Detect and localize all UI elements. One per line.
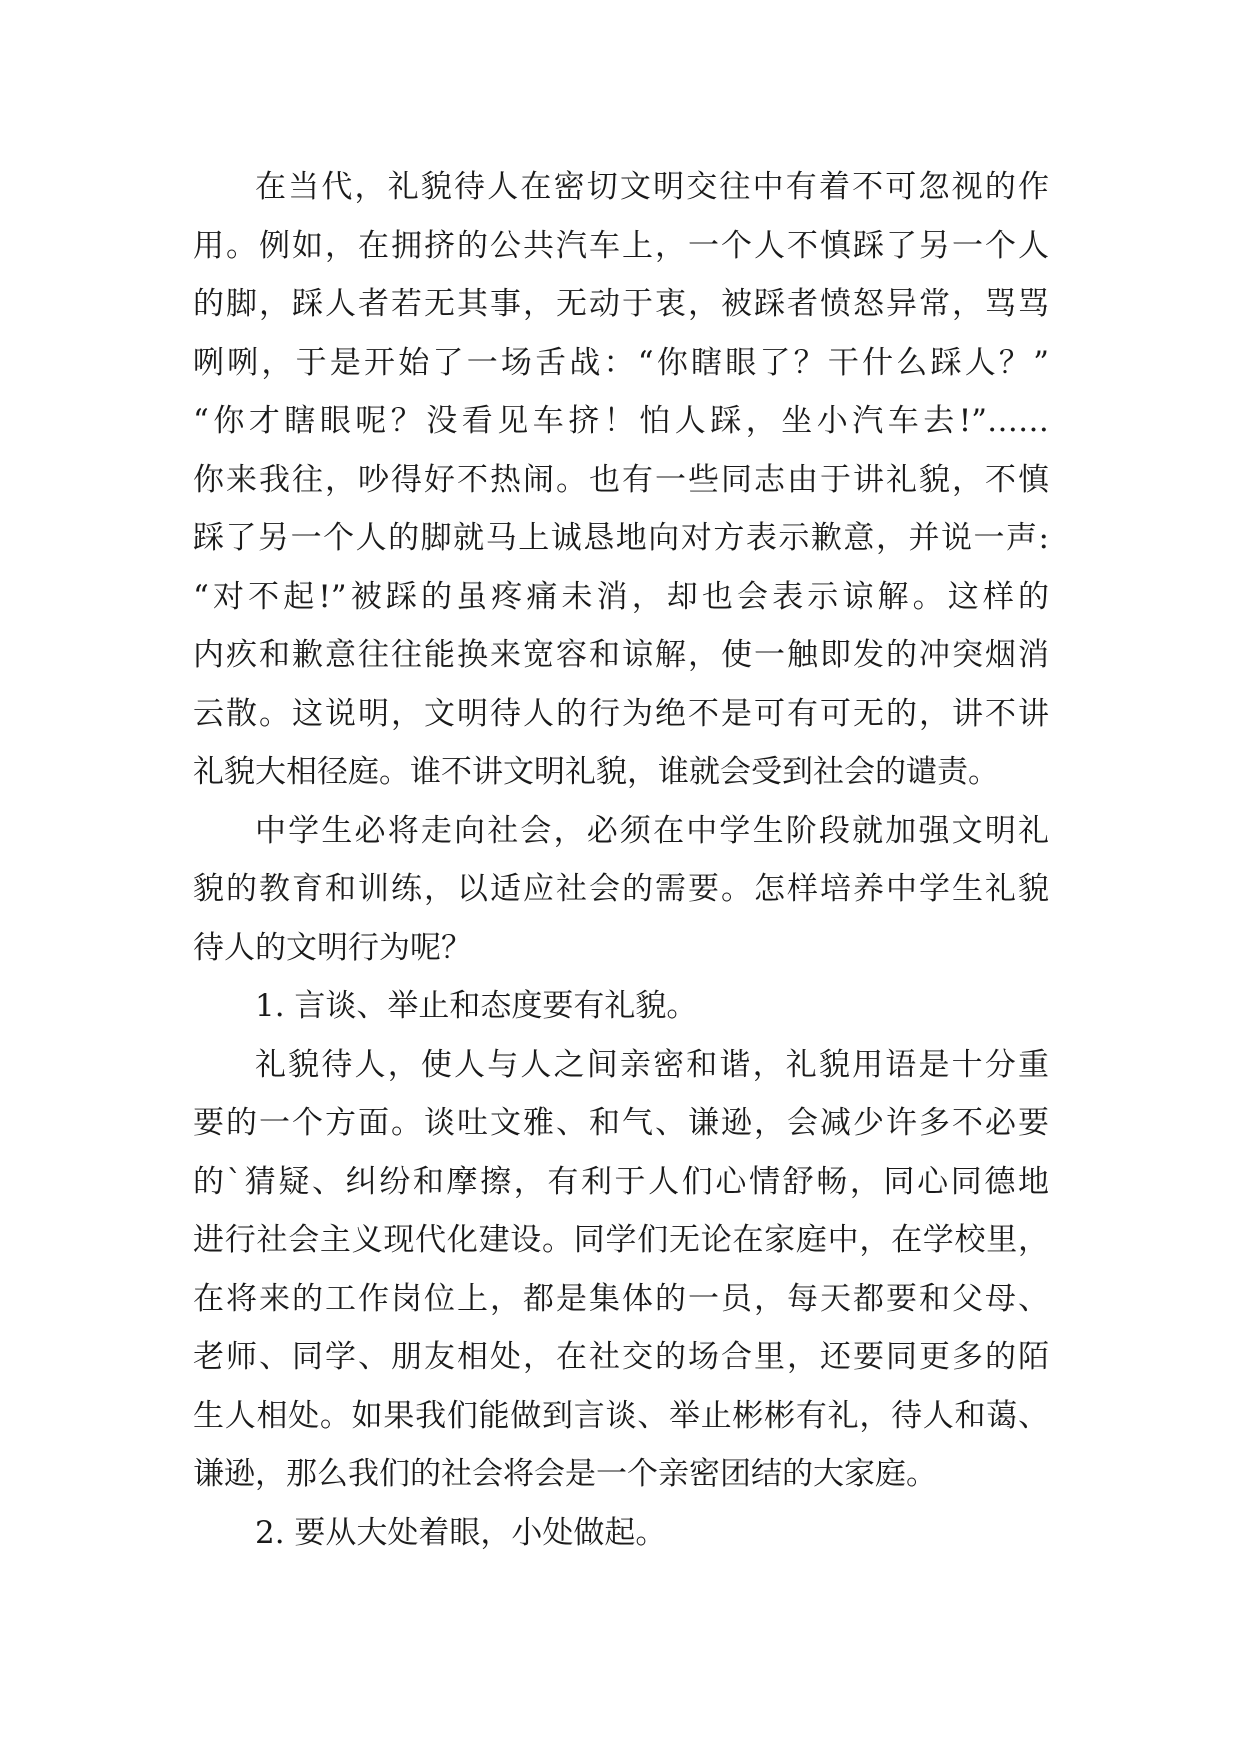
paragraph-line: 生人相处。如果我们能做到言谈、举止彬彬有礼，待人和蔼、	[193, 1397, 1049, 1434]
section-heading: 1. 言谈、举止和态度要有礼貌。	[255, 988, 698, 1024]
paragraph-line: 的脚，踩人者若无其事，无动于衷，被踩者愤怒异常，骂骂	[193, 286, 1049, 322]
paragraph-line: 咧咧，于是开始了一场舌战：“你瞎眼了？干什么踩人？”	[193, 344, 1049, 381]
paragraph-line: 你来我往，吵得好不热闹。也有一些同志由于讲礼貌，不慎	[193, 461, 1049, 498]
paragraph-line: 在将来的工作岗位上，都是集体的一员，每天都要和父母、	[193, 1280, 1049, 1317]
paragraph-line: 要的一个方面。谈吐文雅、和气、谦逊，会减少许多不必要	[193, 1105, 1049, 1141]
paragraph-line: 的`猜疑、纠纷和摩擦，有利于人们心情舒畅，同心同德地	[193, 1163, 1049, 1200]
paragraph-line: 内疚和歉意往往能换来宽容和谅解，使一触即发的冲突烟消	[193, 637, 1049, 673]
paragraph-line: 待人的文明行为呢？	[193, 929, 472, 966]
paragraph-line: 踩了另一个人的脚就马上诚恳地向对方表示歉意，并说一声:	[193, 520, 1049, 556]
paragraph-line: 礼貌待人，使人与人之间亲密和谐，礼貌用语是十分重	[255, 1046, 1049, 1083]
paragraph-line: 貌的教育和训练，以适应社会的需要。怎样培养中学生礼貌	[193, 871, 1049, 907]
paragraph-line: 谦逊，那么我们的社会将会是一个亲密团结的大家庭。	[193, 1456, 937, 1492]
paragraph-line: 用。例如，在拥挤的公共汽车上，一个人不慎踩了另一个人	[193, 227, 1049, 264]
section-heading: 2. 要从大处着眼，小处做起。	[255, 1514, 667, 1551]
paragraph-line: 云散。这说明，文明待人的行为绝不是可有可无的，讲不讲	[193, 695, 1049, 732]
paragraph-line: “对不起!”被踩的虽疼痛未消，却也会表示谅解。这样的	[193, 578, 1049, 615]
paragraph-line: 进行社会主义现代化建设。同学们无论在家庭中，在学校里，	[193, 1222, 1049, 1258]
paragraph-line: 在当代，礼貌待人在密切文明交往中有着不可忽视的作	[255, 169, 1049, 205]
document-body	[193, 158, 1049, 1562]
paragraph-line: “你才瞎眼呢？没看见车挤！怕人踩，坐小汽车去!”……	[193, 403, 1049, 439]
paragraph-line: 礼貌大相径庭。谁不讲文明礼貌，谁就会受到社会的谴责。	[193, 754, 999, 790]
paragraph-line: 中学生必将走向社会，必须在中学生阶段就加强文明礼	[255, 812, 1049, 849]
paragraph-line: 老师、同学、朋友相处，在社交的场合里，还要同更多的陌	[193, 1339, 1049, 1375]
